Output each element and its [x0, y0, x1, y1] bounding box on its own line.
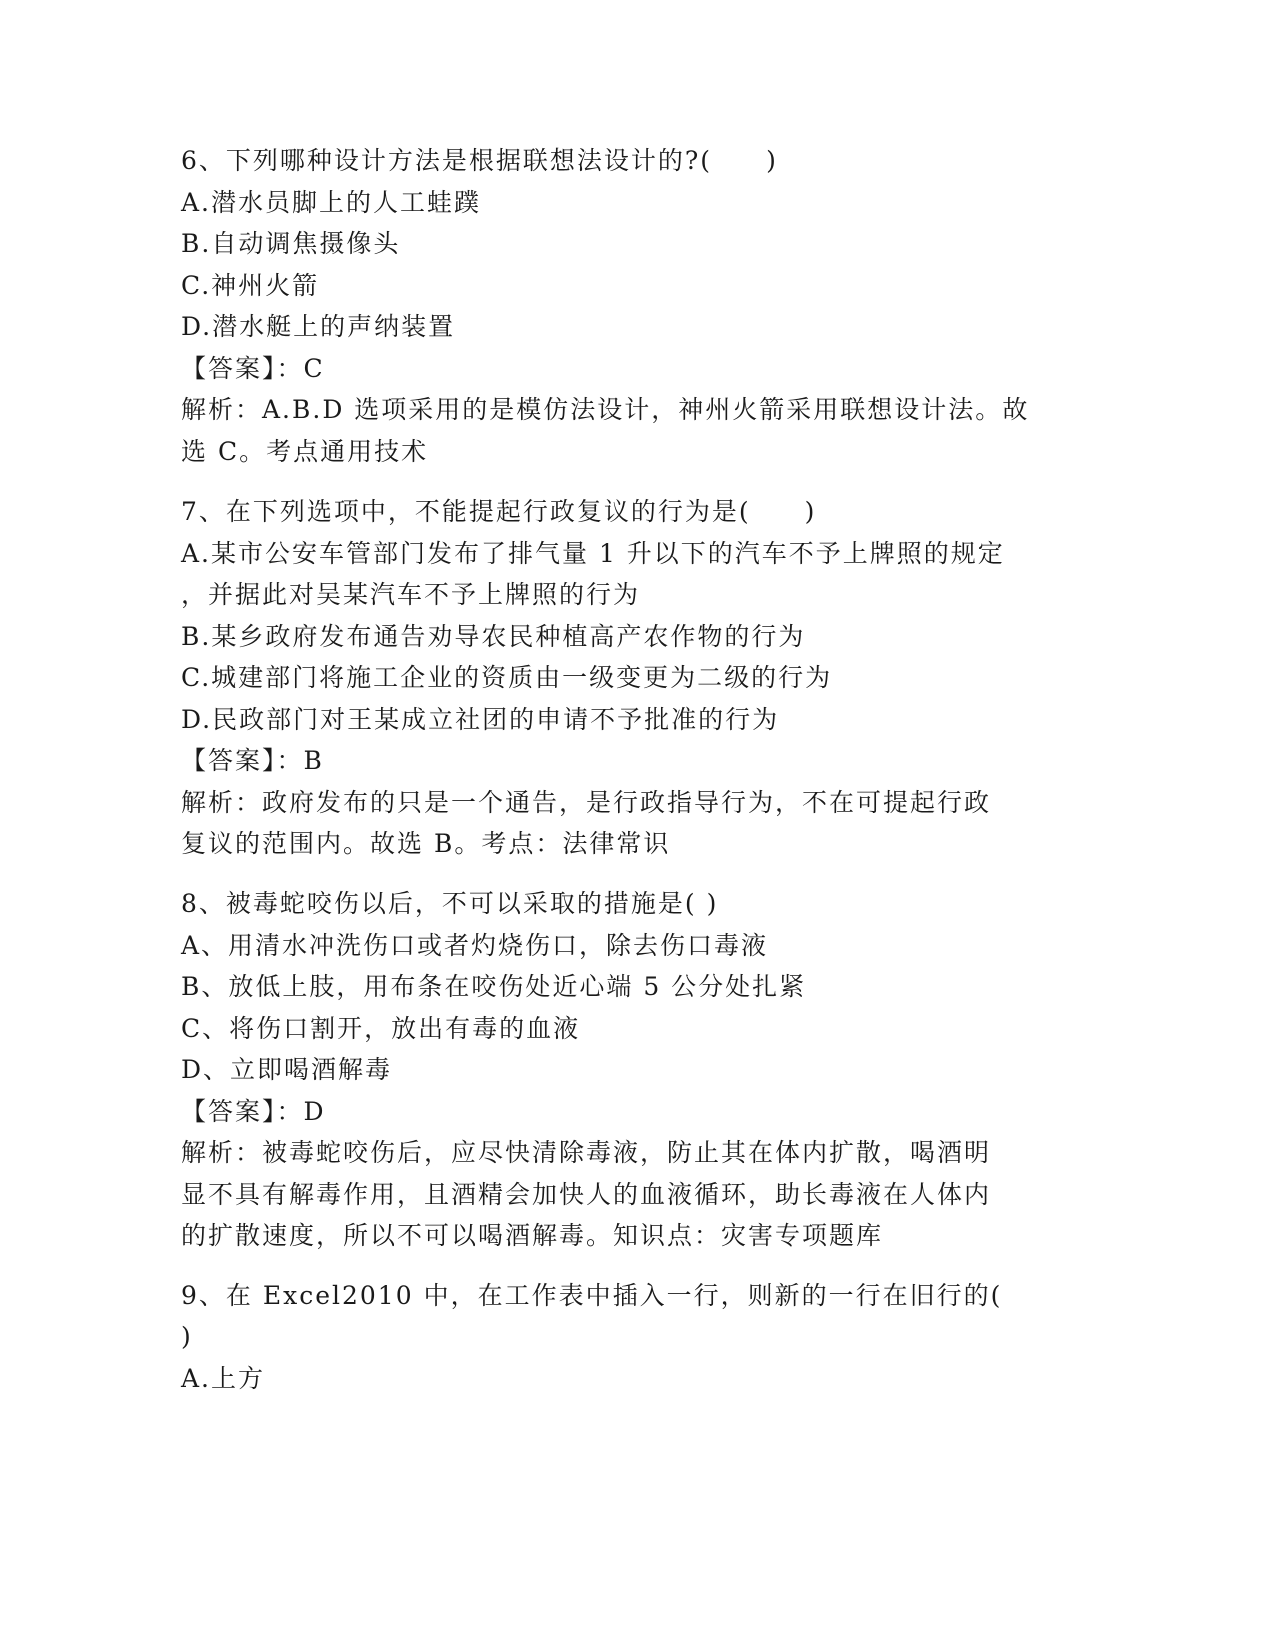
question-6-analysis-line-1: 解析：A.B.D 选项采用的是模仿法设计，神州火箭采用联想设计法。故	[181, 395, 1030, 424]
question-7-option-c: C.城建部门将施工企业的资质由一级变更为二级的行为	[181, 663, 833, 692]
question-7-analysis-line-2: 复议的范围内。故选 B。考点：法律常识	[181, 829, 671, 858]
question-7-option-a-continued: ，并据此对吴某汽车不予上牌照的行为	[181, 580, 641, 609]
question-8-stem: 8、被毒蛇咬伤以后，不可以采取的措施是( )	[181, 889, 719, 918]
question-8-option-a: A、用清水冲洗伤口或者灼烧伤口，除去伤口毒液	[181, 931, 769, 960]
question-7-analysis-line-1: 解析：政府发布的只是一个通告，是行政指导行为，不在可提起行政	[181, 788, 992, 817]
question-6-option-c: C.神州火箭	[181, 271, 320, 300]
question-8-analysis-line-3: 的扩散速度，所以不可以喝酒解毒。知识点：灾害专项题库	[181, 1221, 884, 1250]
question-6-option-a: A.潜水员脚上的人工蛙蹼	[181, 188, 482, 217]
question-9-stem: 9、在 Excel2010 中，在工作表中插入一行，则新的一行在旧行的(	[181, 1281, 1003, 1310]
question-7-option-b: B.某乡政府发布通告劝导农民种植高产农作物的行为	[181, 622, 806, 651]
question-8-analysis-line-2: 显不具有解毒作用，且酒精会加快人的血液循环，助长毒液在人体内	[181, 1180, 992, 1209]
question-7-stem: 7、在下列选项中，不能提起行政复议的行为是( )	[181, 497, 817, 526]
question-6-option-d: D.潜水艇上的声纳装置	[181, 312, 456, 341]
question-7-option-a: A.某市公安车管部门发布了排气量 1 升以下的汽车不予上牌照的规定	[181, 539, 1005, 568]
question-9-stem-continued: )	[181, 1322, 193, 1351]
question-7-answer: 【答案】：B	[181, 746, 324, 775]
question-8-analysis-line-1: 解析：被毒蛇咬伤后，应尽快清除毒液，防止其在体内扩散，喝酒明	[181, 1138, 992, 1167]
question-8-answer: 【答案】：D	[181, 1097, 326, 1126]
question-8-option-b: B、放低上肢，用布条在咬伤处近心端 5 公分处扎紧	[181, 972, 807, 1001]
question-7-option-d: D.民政部门对王某成立社团的申请不予批准的行为	[181, 705, 780, 734]
question-6-answer: 【答案】：C	[181, 354, 325, 383]
question-6-analysis-line-2: 选 C。考点通用技术	[181, 437, 429, 466]
question-9-option-a: A.上方	[181, 1364, 266, 1393]
question-6-stem: 6、下列哪种设计方法是根据联想法设计的?( )	[181, 146, 778, 175]
question-8-option-d: D、立即喝酒解毒	[181, 1055, 393, 1084]
question-8-option-c: C、将伤口割开，放出有毒的血液	[181, 1014, 581, 1043]
question-6-option-b: B.自动调焦摄像头	[181, 229, 401, 258]
